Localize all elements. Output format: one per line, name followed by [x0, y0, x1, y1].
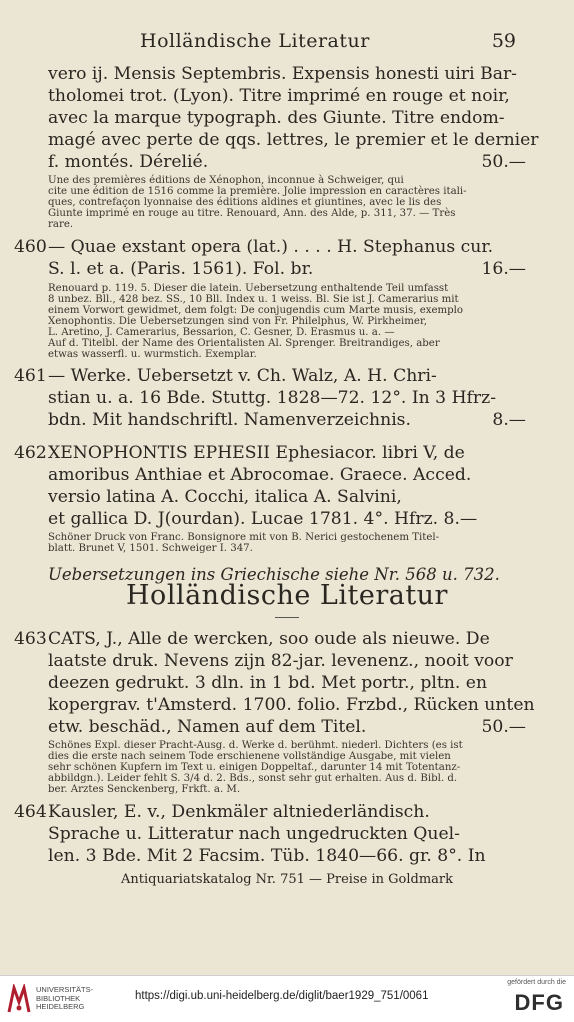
entry-line: Sprache u. Litteratur nach ungedruckten Quel- [48, 824, 460, 844]
entry-note: sehr schönen Kupfern im Text u. einigen Doppeltaf., darunter 14 mit Totentanz- [48, 762, 461, 773]
entry-line: vero ij. Mensis Septembris. Expensis honesti uiri Bar- [48, 64, 517, 84]
running-header [0, 30, 574, 56]
entry-line: deezen gedrukt. 3 dln. in 1 bd. Met portr., pltn. en [48, 673, 488, 693]
running-title: Holländische Literatur [140, 30, 370, 52]
entry-line: CATS, J., Alle de wercken, soo oude als nieuwe. De [48, 629, 490, 649]
logo-line: BIBLIOTHEK [36, 993, 81, 1003]
entry-note: rare. [48, 219, 74, 230]
entry-line: — Werke. Uebersetzt v. Ch. Walz, A. H. Chri- [48, 366, 437, 386]
entry-line: bdn. Mit handschriftl. Namenverzeichnis. [48, 410, 411, 430]
entry-note: Giunte imprimé en rouge au titre. Renouard, Ann. des Alde, p. 311, 37. — Très [48, 208, 456, 219]
entry-note: Auf d. Titelbl. der Name des Orientalisten Al. Sprenger. Breitrandiges, aber [48, 338, 440, 349]
entry-line: versio latina A. Cocchi, italica A. Salvini, [48, 487, 402, 507]
section-heading: Holländische Literatur [126, 580, 448, 611]
entry-note: Renouard p. 119. 5. Dieser die latein. Uebersetzung enthaltende Teil umfasst [48, 283, 449, 294]
catalog-footer: Antiquariatskatalog Nr. 751 — Preise in Goldmark [121, 872, 453, 887]
entry-note: etwas wasserfl. u. wurmstich. Exemplar. [48, 349, 257, 360]
permalink-url[interactable]: https://digi.ub.uni-heidelberg.de/diglit/baer1929_751/0061 [135, 990, 429, 1002]
entry-line: Kausler, E. v., Denkmäler altniederländisch. [48, 802, 430, 822]
entry-note: abbildgn.). Leider fehlt S. 3/4 d. 2. Bds., sonst sehr gut erhalten. Aus d. Bibl. d. [48, 773, 458, 784]
entry-line: magé avec perte de qqs. lettres, le premier et le dernier [48, 130, 539, 150]
entry-note: blatt. Brunet V, 1501. Schweiger I. 347. [48, 543, 253, 554]
entry-number: 461 [14, 366, 47, 386]
entry-note: einem Vorwort gewidmet, dem folgt: De conjugendis cum Marte musis, exemplo [48, 305, 464, 316]
entry-note: cite une édition de 1516 comme la première. Jolie impression en caractères itali- [48, 186, 467, 197]
entry-number: 462 [14, 443, 47, 463]
entry-note: ber. Arztes Senckenberg, Frkft. a. M. [48, 784, 241, 795]
entry-line: amoribus Anthiae et Abrocomae. Graece. Acced. [48, 465, 472, 485]
entry-price: 8.— [492, 410, 526, 430]
entry-price: 16.— [481, 259, 526, 279]
funder-caption: gefördert durch die [507, 979, 566, 986]
entry-line: laatste druk. Nevens zijn 82-jar. levenenz., nooit voor [48, 651, 513, 671]
entry-note: Xenophontis. Die Uebersetzungen sind von Fr. Philelphus, W. Pirkheimer, [48, 316, 427, 327]
entry-note: Une des premières éditions de Xénophon, inconnue à Schweiger, qui [48, 175, 404, 186]
entry-line: len. 3 Bde. Mit 2 Facsim. Tüb. 1840—66. gr. 8°. In [48, 846, 486, 866]
entry-note: Schöner Druck von Franc. Bonsignore mit von B. Nerici gestochenem Titel- [48, 532, 440, 543]
entry-note: ques, contrefaçon lyonnaise des éditions aldines et giuntines, avec le lis des [48, 197, 442, 208]
viewer-bottom-bar [0, 975, 574, 1022]
dfg-logo[interactable]: DFG [514, 990, 564, 1015]
entry-number: 460 [14, 237, 47, 257]
entry-price: 50.— [481, 152, 526, 172]
entry-line: stian u. a. 16 Bde. Stuttg. 1828—72. 12°. In 3 Hfrz- [48, 388, 496, 408]
entry-line: etw. beschäd., Namen auf dem Titel. [48, 717, 367, 737]
entry-number: 464 [14, 802, 47, 822]
entry-number: 463 [14, 629, 47, 649]
entry-price: 50.— [481, 717, 526, 737]
logo-line: UNIVERSITÄTS- [36, 985, 94, 994]
cross-reference: Uebersetzungen ins Griechische siehe Nr. 568 u. 732. [48, 565, 500, 584]
entry-line: avec la marque typograph. des Giunte. Titre endom- [48, 108, 505, 128]
entry-line: XENOPHONTIS EPHESII Ephesiacor. libri V, de [48, 443, 465, 463]
library-seal-icon [6, 984, 32, 1014]
entry-note: 8 unbez. Bll., 428 bez. SS., 10 Bll. Index u. 1 weiss. Bl. Sie ist J. Camerarius mit [48, 294, 459, 305]
page-number: 59 [491, 30, 516, 52]
logo-line: HEIDELBERG [36, 1002, 85, 1011]
entry-line: et gallica D. J(ourdan). Lucae 1781. 4°. Hfrz. 8.— [48, 509, 478, 529]
entry-note: L. Aretino, J. Camerarius, Bessarion, C. Gesner, D. Erasmus u. a. — [48, 327, 395, 338]
heading-divider [275, 617, 299, 618]
entry-line: — Quae exstant opera (lat.) . . . . H. Stephanus cur. [48, 237, 494, 257]
entry-line: kopergrav. t'Amsterd. 1700. folio. Frzbd., Rücken unten [48, 695, 535, 715]
library-name [36, 986, 93, 1012]
entry-line: tholomei trot. (Lyon). Titre imprimé en rouge et noir, [48, 86, 510, 106]
entry-line: S. l. et a. (Paris. 1561). Fol. br. [48, 259, 314, 279]
entry-note: Schönes Expl. dieser Pracht-Ausg. d. Werke d. berühmt. niederl. Dichters (es ist [48, 740, 463, 751]
library-logo[interactable] [6, 984, 131, 1016]
entry-line: f. montés. Dérelié. [48, 152, 209, 172]
entry-note: dies die erste nach seinem Tode erschienene vollständige Ausgabe, mit vielen [48, 751, 451, 762]
